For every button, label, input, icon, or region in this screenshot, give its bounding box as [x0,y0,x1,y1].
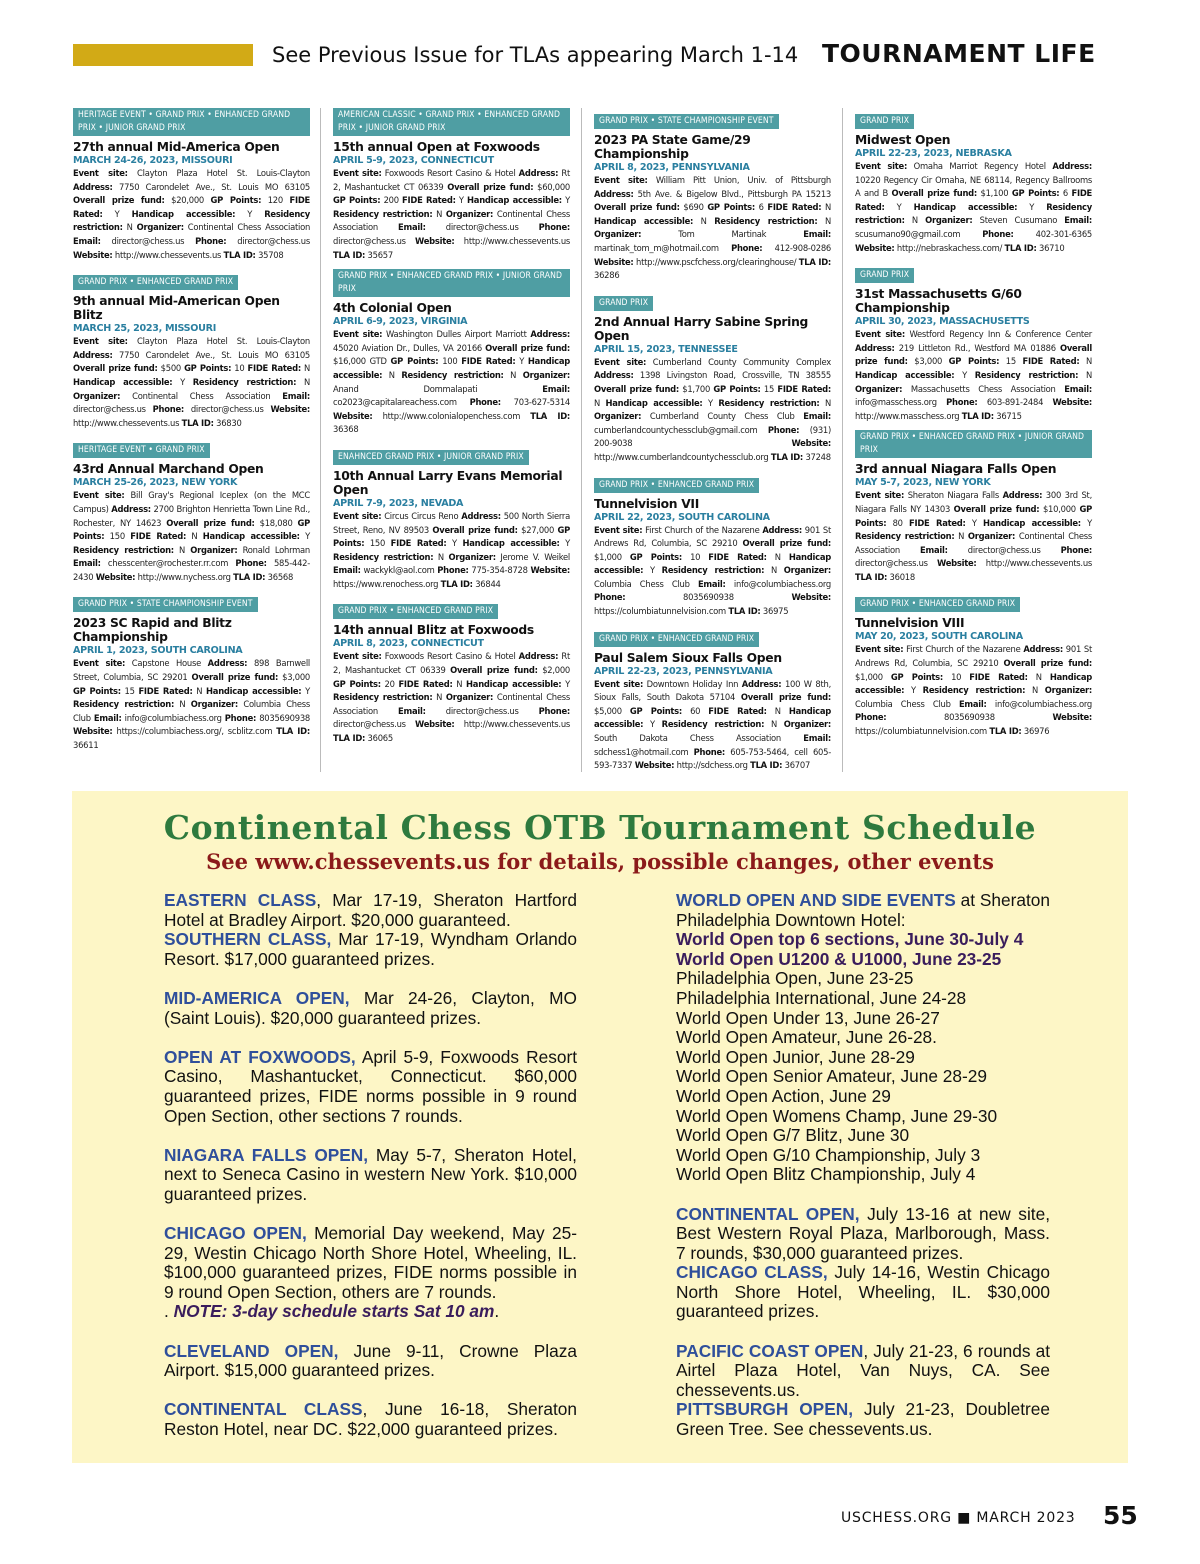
tla-event [855,262,1092,423]
event-title: 9th annual Mid-American Open Blitz [73,294,280,323]
event-date-location: MARCH 25, 2023, MISSOURI [73,323,216,335]
event-date-location: APRIL 8, 2023, CONNECTICUT [333,638,484,650]
tla-event [73,108,310,262]
event-details: Event site: Washington Dulles Airport Marriott Address: 45020 Aviation Dr., Dulles, VA 20166 Overall prize fund: $16,000 GTD GP Points: 100 FIDE Rated: Y Handicap accessible: N Residency restriction: N Organizer: Anand Dommalapati Email: co2023@capitalareachess.com Phone: 703-627-5314 Website: http://www.colonialopenchess.com TLA ID: 36368 [333,329,571,435]
schedule-subtitle: See www.chessevents.us for details, possible changes, other events [206,849,994,874]
event-category-tag: GRAND PRIX • ENHANCED GRAND PRIX • JUNIOR GRAND PRIX [855,430,1092,458]
event-category-tag: HERITAGE EVENT • GRAND PRIX • ENHANCED GRAND PRIX • JUNIOR GRAND PRIX [73,108,310,136]
event-title: 43rd Annual Marchand Open [73,462,264,477]
event-name: CHICAGO OPEN, [164,1223,307,1244]
event-title: 15th annual Open at Foxwoods [333,140,540,154]
event-name: WORLD OPEN AND SIDE EVENTS [676,890,956,910]
event-category-tag: GRAND PRIX [855,114,914,129]
gold-accent-bar [73,44,253,66]
footer-site-date: USCHESS.ORG ■ MARCH 2023 [841,1510,1076,1526]
tla-event [73,269,310,430]
event-title: Midwest Open [855,133,951,147]
page-header [0,40,1200,80]
schedule-title: Continental Chess OTB Tournament Schedule [163,808,1037,847]
event-date-location: MARCH 24-26, 2023, MISSOURI [73,155,233,166]
see-previous-note: See Previous Issue for TLAs appearing March 1-14 [272,43,799,67]
column-divider [842,108,843,772]
event-details: Event site: Capstone House Address: 898 Barnwell Street, Columbia, SC 29201 Overall prize fund: $3,000 GP Points: 15 FIDE Rated: N Handicap accessible: Y Residency restriction: N Organizer: Columbia Chess Club Email: info@columbiachess.org Phone: 8035690938 Website: https://columbiachess.org/, scblitz.com TLA ID: 36611 [73,658,310,751]
world-open-side-event: World Open Amateur, June 26-28. [676,1027,937,1048]
schedule-entry: CONTINENTAL OPEN, July 13-16 at new site, Best Western Royal Plaza, Marlborough, Mass. 7 rounds, $30,000 guaranteed prizes. [676,1203,1050,1263]
world-open-highlight: World Open U1200 & U1000, June 23-25 [676,948,1002,969]
world-open-side-event: World Open Blitz Championship, July 4 [676,1164,976,1185]
event-category-tag: GRAND PRIX • ENHANCED GRAND PRIX [73,275,238,290]
event-title: Tunnelvision VIII [855,616,965,631]
event-name: OPEN AT FOXWOODS, [164,1046,356,1067]
world-open-side-event: World Open Under 13, June 26-27 [676,1007,940,1028]
event-category-tag: GRAND PRIX • ENHANCED GRAND PRIX • JUNIOR GRAND PRIX [333,269,570,297]
tla-event [594,108,831,283]
tla-event [855,591,1092,738]
spacer [138,1028,577,1048]
event-category-tag: GRAND PRIX • ENHANCED GRAND PRIX [855,597,1020,612]
tla-event [333,444,570,592]
world-open-highlight: World Open top 6 sections, June 30-July 4 [676,929,1024,950]
column-divider [581,108,582,772]
event-category-tag: GRAND PRIX [855,268,914,283]
event-title: Paul Salem Sioux Falls Open [594,650,782,665]
spacer [138,1126,577,1146]
schedule-entry: . NOTE: 3-day schedule starts Sat 10 am. [164,1301,500,1322]
schedule-note: NOTE: 3-day schedule starts Sat 10 am [173,1301,495,1322]
tla-column-1 [73,108,310,772]
spacer [138,969,577,989]
event-name: EASTERN CLASS [164,890,317,910]
event-name: MID-AMERICA OPEN, [164,987,350,1008]
page-number: 55 [1103,1501,1138,1530]
event-name: NIAGARA FALLS OPEN, [164,1144,369,1165]
tla-event [73,437,310,584]
schedule-entry: PITTSBURGH OPEN, July 21-23, Doubletree Green Tree. See chessevents.us. [676,1399,1050,1440]
event-title: 10th Annual Larry Evans Memorial Open [333,468,563,497]
event-name: CONTINENTAL OPEN, [676,1203,860,1224]
event-name: CLEVELAND OPEN, [164,1340,339,1361]
event-title: 4th Colonial Open [333,301,452,316]
schedule-left-column [138,891,577,1440]
event-details: Event site: Clayton Plaza Hotel St. Louis-Clayton Address: 7750 Carondelet Ave., St. Louis MO 63105 Overall prize fund: $500 GP Points: 10 FIDE Rated: N Handicap accessible: Y Residency restriction: N Organizer: Continental Chess Association Email: director@chess.us Phone: director@chess.us Website: http://www.chessevents.us TLA ID: 36830 [73,336,311,428]
schedule-entry: CONTINENTAL CLASS, June 16-18, Sheraton Reston Hotel, near DC. $22,000 guaranteed prizes. [164,1399,577,1440]
event-date-location: APRIL 5-9, 2023, CONNECTICUT [333,155,494,166]
section-title: TOURNAMENT LIFE [822,39,1096,68]
tla-event [594,290,831,465]
world-open-side-event: Philadelphia International, June 24-28 [676,987,967,1008]
spacer [650,1322,1050,1342]
event-date-location: MAY 20, 2023, SOUTH CAROLINA [855,631,1023,643]
tla-event [333,108,570,262]
event-date-location: APRIL 22-23, 2023, NEBRASKA [855,148,1012,159]
event-category-tag: GRAND PRIX • ENHANCED GRAND PRIX [594,632,759,647]
tla-column-3 [594,108,831,772]
event-title: 31st Massachusetts G/60 Championship [855,287,1022,316]
event-title: 2nd Annual Harry Sabine Spring Open [594,314,809,343]
tla-column-2 [333,108,570,772]
schedule-entry: OPEN AT FOXWOODS, April 5-9, Foxwoods Resort Casino, Mashantucket, Connecticut. $60,000 guaranteed prizes, FIDE norms possible in 9 round Open Section, other sections 7 rounds. [164,1046,578,1126]
event-date-location: APRIL 22, 2023, SOUTH CAROLINA [594,511,770,523]
page-footer [0,1500,1200,1540]
schedule-entry: SOUTHERN CLASS, Mar 17-19, Wyndham Orlando Resort. $17,000 guaranteed prizes. [164,929,577,969]
event-name: PACIFIC COAST OPEN [676,1340,864,1361]
tla-event [333,269,570,437]
event-details: Event site: Foxwoods Resort Casino & Hotel Address: Rt 2, Mashantucket CT 06339 Overall prize fund: $60,000 GP Points: 200 FIDE Rated: Y Handicap accessible: Y Residency restriction: N Organizer: Continental Chess Association Email: director@chess.us Phone: director@chess.us Website: http://www.chessevents.us TLA ID: 35657 [333,168,571,260]
event-title: 2023 SC Rapid and Blitz Championship [73,616,232,645]
event-details: Event site: Clayton Plaza Hotel St. Louis-Clayton Address: 7750 Carondelet Ave., St. Louis MO 63105 Overall prize fund: $20,000 GP Points: 120 FIDE Rated: Y Handicap accessible: Y Residency restriction: N Organizer: Continental Chess Association Email: director@chess.us Phone: director@chess.us Website: http://www.chessevents.us TLA ID: 35708 [73,168,311,260]
schedule-entry: EASTERN CLASS, Mar 17-19, Sheraton Hartford Hotel at Bradley Airport. $20,000 guaranteed. [164,890,577,930]
event-details: Event site: Sheraton Niagara Falls Address: 300 3rd St, Niagara Falls NY 14303 Overall prize fund: $10,000 GP Points: 80 FIDE Rated: Y Handicap accessible: Y Residency restriction: N Organizer: Continental Chess Association Email: director@chess.us Phone: director@chess.us Website: http://www.chessevents.us TLA ID: 36018 [855,490,1092,582]
event-details: Event site: First Church of the Nazarene Address: 901 St Andrews Rd, Columbia, SC 29210 Overall prize fund: $1,000 GP Points: 10 FIDE Rated: N Handicap accessible: Y Residency restriction: N Organizer: Columbia Chess Club Email: info@columbiachess.org Phone: 8035690938 Website: https://columbiatunnelvision.com TLA ID: 36975 [594,524,831,617]
event-name: CONTINENTAL CLASS [164,1399,363,1420]
tla-event [855,430,1092,584]
event-category-tag: GRAND PRIX • STATE CHAMPIONSHIP EVENT [594,114,779,129]
tla-event [594,626,831,773]
world-open-entry: WORLD OPEN AND SIDE EVENTS at Sheraton Philadelphia Downtown Hotel: [676,890,1050,930]
tla-column-4 [855,108,1092,772]
event-details: Event site: Cumberland County Community Complex Address: 1398 Livingston Road, Crossville, TN 38555 Overall prize fund: $1,700 GP Points: 15 FIDE Rated: N Handicap accessible: Y Residency restriction: N Organizer: Cumberland County Chess Club Email: cumberlandcountychessclub@gmail.com Phone: (931) 200-9038 Website: http://www.cumberlandcountychessclub.org TLA ID: 37248 [594,356,831,462]
world-open-side-event: World Open Womens Champ, June 29-30 [676,1105,998,1126]
event-title: 27th annual Mid-America Open [73,140,280,154]
event-details: Event site: William Pitt Union, Univ. of Pittsburgh Address: 5th Ave. & Bigelow Blvd., Pittsburgh PA 15213 Overall prize fund: $690 GP Points: 6 FIDE Rated: N Handicap accessible: N Residency restriction: N Organizer: Tom Martinak Email: martinak_tom_m@hotmail.com Phone: 412-908-0286 Website: http://www.pscfchess.org/clearinghouse/ TLA ID: 36286 [594,175,832,281]
event-date-location: MAY 5-7, 2023, NEW YORK [855,477,991,489]
schedule-entry: MID-AMERICA OPEN, Mar 24-26, Clayton, MO (Saint Louis). $20,000 guaranteed prizes. [164,987,578,1028]
event-details: Event site: Downtown Holiday Inn Address: 100 W 8th, Sioux Falls, South Dakota 57104 Overall prize fund: $5,000 GP Points: 60 FIDE Rated: N Handicap accessible: Y Residency restriction: N Organizer: South Dakota Chess Association Email: sdchess1@hotmail.com Phone: 605-753-5464, cell 605-593-7337 Website: http://sdchess.org TLA ID: 36707 [594,678,832,771]
event-date-location: APRIL 8, 2023, PENNSYLVANIA [594,162,750,173]
event-category-tag: ENAHNCED GRAND PRIX • JUNIOR GRAND PRIX [333,450,529,465]
spacer [138,1381,577,1401]
world-open-side-event: World Open G/10 Championship, July 3 [676,1144,981,1165]
world-open-side-event: World Open Junior, June 28-29 [676,1046,915,1067]
schedule-entry: NIAGARA FALLS OPEN, May 5-7, Sheraton Hotel, next to Seneca Casino in western New York. $10,000 guaranteed prizes. [164,1144,577,1204]
event-category-tag: GRAND PRIX • STATE CHAMPIONSHIP EVENT [73,597,258,612]
event-category-tag: GRAND PRIX • ENHANCED GRAND PRIX [594,478,759,493]
event-title: 3rd annual Niagara Falls Open [855,462,1057,477]
event-name: SOUTHERN CLASS, [164,929,332,950]
schedule-entry: CHICAGO CLASS, July 14-16, Westin Chicago North Shore Hotel, Wheeling, IL. $30,000 guaranteed prizes. [676,1262,1050,1322]
continental-schedule-box [72,791,1128,1463]
schedule-right-column [650,891,1050,1440]
event-details: Event site: Circus Circus Reno Address: 500 North Sierra Street, Reno, NV 89503 Overall prize fund: $27,000 GP Points: 150 FIDE Rated: Y Handicap accessible: Y Residency restriction: N Organizer: Jerome V. Weikel Email: wackykl@aol.com Phone: 775-354-8728 Website: https://www.renochess.org TLA ID: 36844 [333,510,571,589]
event-date-location: APRIL 7-9, 2023, NEVADA [333,497,464,509]
event-details: Event site: First Church of the Nazarene Address: 901 St Andrews Rd, Columbia, SC 29210 Overall prize fund: $1,000 GP Points: 10 FIDE Rated: N Handicap accessible: Y Residency restriction: N Organizer: Columbia Chess Club Email: info@columbiachess.org Phone: 8035690938 Website: https://columbiatunnelvision.com TLA ID: 36976 [855,644,1092,737]
event-date-location: APRIL 1, 2023, SOUTH CAROLINA [73,645,243,657]
tla-event [73,591,310,752]
event-name: PITTSBURGH OPEN, [676,1399,854,1420]
event-title: Tunnelvision VII [594,496,699,511]
world-open-side-event: World Open Action, June 29 [676,1085,891,1106]
world-open-side-event: World Open G/7 Blitz, June 30 [676,1125,910,1146]
spacer [138,1322,577,1342]
event-details: Event site: Bill Gray's Regional Iceplex (on the MCC Campus) Address: 2700 Brighton Henrietta Town Line Rd., Rochester, NY 14623 Overall prize fund: $18,080 GP Points: 150 FIDE Rated: N Handicap accessible: Y Residency restriction: N Organizer: Ronald Lohrman Email: chesscenter@rochester.rr.com Phone: 585-442-2430 Website: http://www.nychess.org TLA ID: 36568 [73,490,311,582]
event-details: Event site: Omaha Marriot Regency Hotel Address: 10220 Regency Cir Omaha, NE 68114, Regency Ballrooms A and B Overall prize fund: $1,100 GP Points: 6 FIDE Rated: Y Handicap accessible: Y Residency restriction: N Organizer: Steven Cusumano Email: scusumano90@gmail.com Phone: 402-301-6365 Website: http://nebraskachess.com/ TLA ID: 36710 [855,161,1093,253]
event-date-location: APRIL 6-9, 2023, VIRGINIA [333,316,468,328]
event-date-location: APRIL 30, 2023, MASSACHUSETTS [855,316,1030,328]
event-category-tag: GRAND PRIX [594,296,653,311]
world-open-side-event: Philadelphia Open, June 23-25 [676,968,914,989]
tla-event [594,472,831,619]
event-title: 2023 PA State Game/29 Championship [594,133,751,161]
schedule-entry: CHICAGO OPEN, Memorial Day weekend, May 25-29, Westin Chicago North Shore Hotel, Wheeling, IL. $100,000 guaranteed prizes, FIDE norms possible in 9 round Open Section, others are 7 rounds. [164,1223,578,1302]
tla-event [333,598,570,745]
event-details: Event site: Foxwoods Resort Casino & Hotel Address: Rt 2, Mashantucket CT 06339 Overall prize fund: $2,000 GP Points: 20 FIDE Rated: N Handicap accessible: Y Residency restriction: N Organizer: Continental Chess Association Email: director@chess.us Phone: director@chess.us Website: http://www.chessevents.us TLA ID: 36065 [333,651,571,744]
event-category-tag: HERITAGE EVENT • GRAND PRIX [73,443,210,458]
event-date-location: APRIL 15, 2023, TENNESSEE [594,343,738,355]
column-divider [320,108,321,772]
event-date-location: MARCH 25-26, 2023, NEW YORK [73,477,238,489]
schedule-entry: PACIFIC COAST OPEN, July 21-23, 6 rounds at Airtel Plaza Hotel, Van Nuys, CA. See chessevents.us. [676,1340,1050,1400]
schedule-entry: CLEVELAND OPEN, June 9-11, Crowne Plaza Airport. $15,000 guaranteed prizes. [164,1340,577,1381]
tla-event [855,108,1092,255]
event-category-tag: GRAND PRIX • ENHANCED GRAND PRIX [333,604,498,619]
world-open-side-event: World Open Senior Amateur, June 28-29 [676,1066,987,1087]
event-name: CHICAGO CLASS, [676,1262,828,1283]
event-date-location: APRIL 22-23, 2023, PENNSYLVANIA [594,665,773,677]
spacer [138,1205,577,1225]
event-title: 14th annual Blitz at Foxwoods [333,623,534,638]
event-details: Event site: Westford Regency Inn & Conference Center Address: 219 Littleton Rd., Westford MA 01886 Overall prize fund: $3,000 GP Points: 15 FIDE Rated: N Handicap accessible: Y Residency restriction: N Organizer: Massachusetts Chess Association Email: info@masschess.org Phone: 603-891-2484 Website: http://www.masschess.org TLA ID: 36715 [855,329,1093,421]
event-category-tag: AMERICAN CLASSIC • GRAND PRIX • ENHANCED GRAND PRIX • JUNIOR GRAND PRIX [333,108,570,136]
spacer [650,1185,1050,1205]
